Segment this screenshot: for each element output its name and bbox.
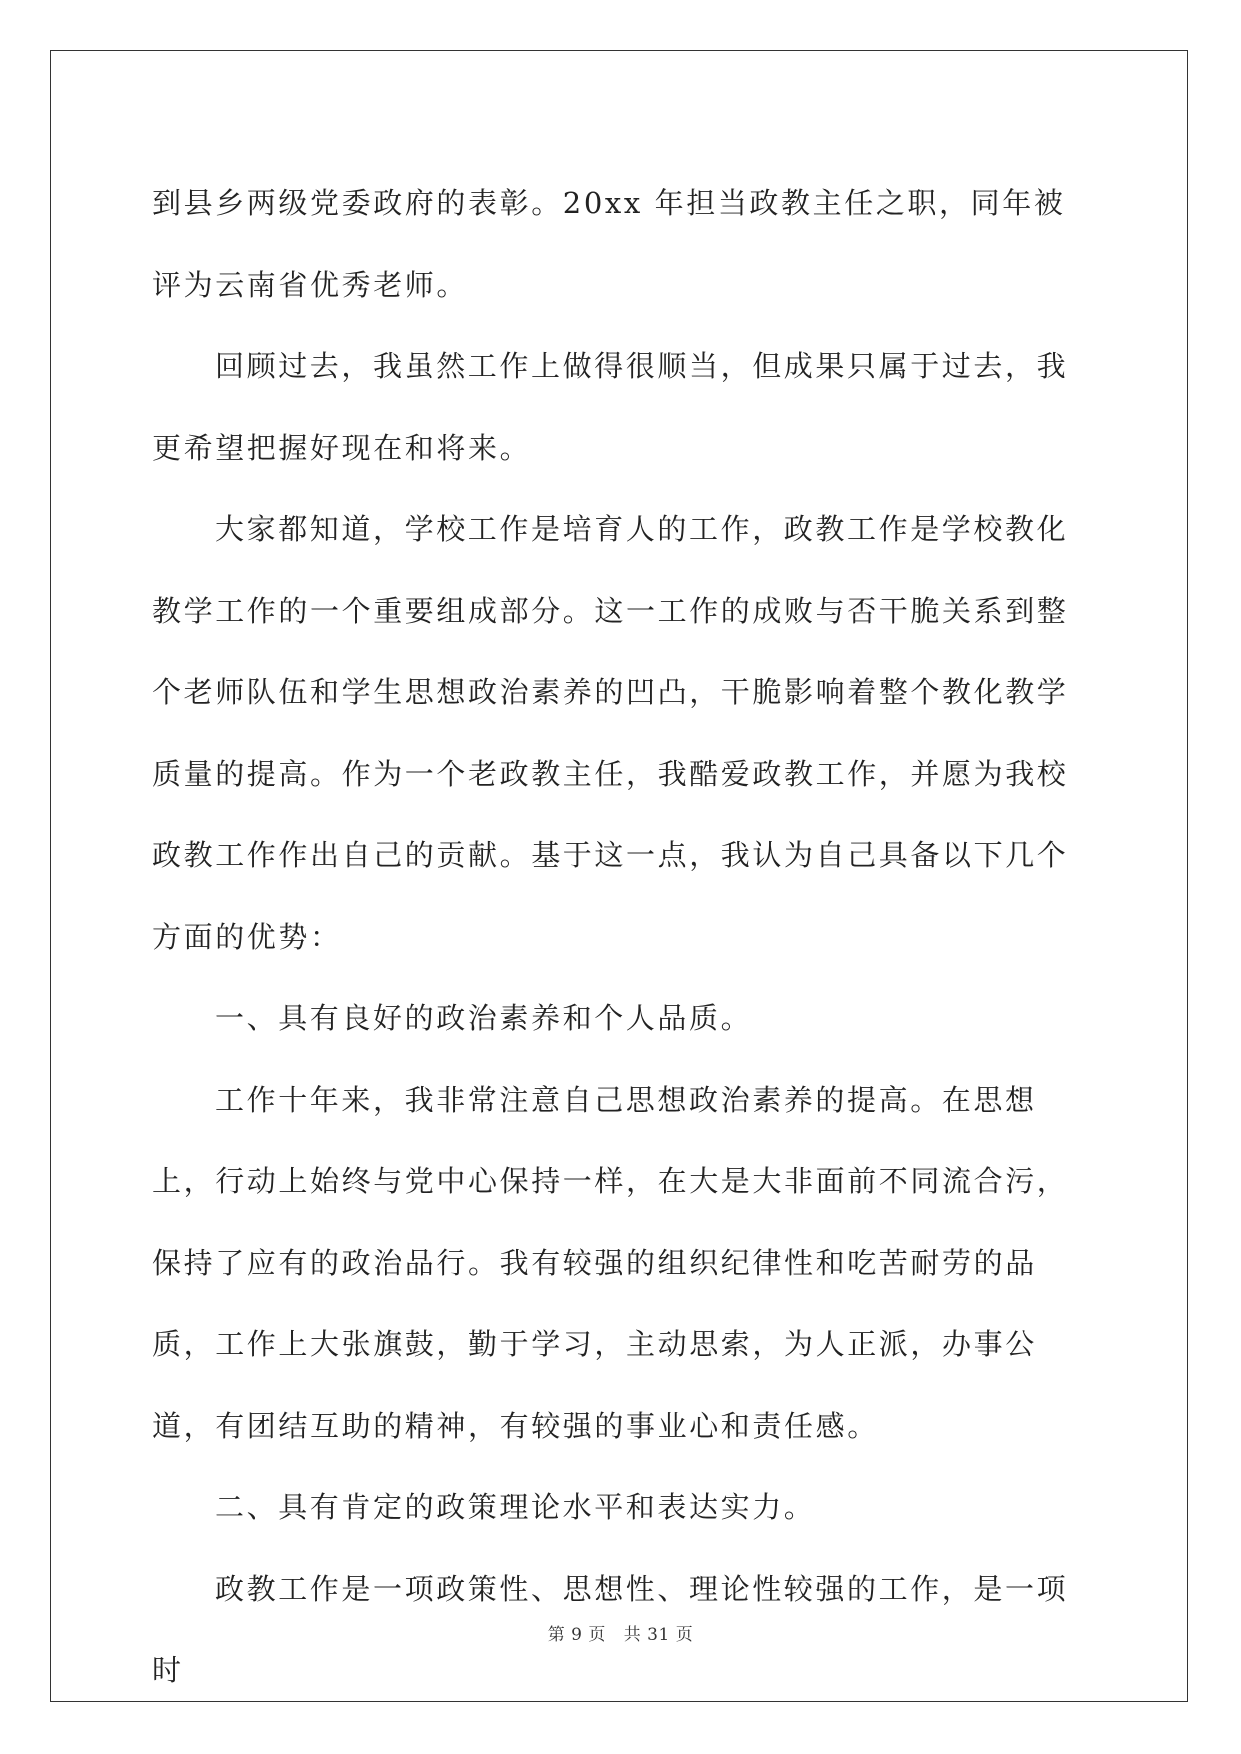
section-heading-2: 二、具有肯定的政策理论水平和表达实力。 [215,1490,816,1524]
page-number: 第 9 页 [547,1625,606,1645]
paragraph-3: 大家都知道，学校工作是培育人的工作，政教工作是学校教化教学工作的一个重要组成部分。这一工作的成败与否干脆关系到整个老师队伍和学生思想政治素养的凹凸，干脆影响着整个教化教学质量的提高。作为一个老政教主任，我酷爱政教工作，并愿为我校政教工作作出自己的贡献。基于这一点，我认为自己具备以下几个方面的优势： [152,512,1069,954]
paragraph-4: 工作十年来，我非常注意自己思想政治素养的提高。在思想上，行动上始终与党中心保持一样，在大是大非面前不同流合污，保持了应有的政治品行。我有较强的组织纪律性和吃苦耐劳的品质，工作上大张旗鼓，勤于学习，主动思索，为人正派，办事公道，有团结互助的精神，有较强的事业心和责任感。 [152,1082,1069,1443]
section-heading-1: 一、具有良好的政治素养和个人品质。 [215,1001,753,1035]
document-body [152,163,1092,1712]
page-footer [0,1620,1241,1645]
paragraph-2: 回顾过去，我虽然工作上做得很顺当，但成果只属于过去，我更希望把握好现在和将来。 [152,349,1069,465]
paragraph-1: 到县乡两级党委政府的表彰。20xx 年担当政教主任之职，同年被评为云南省优秀老师。 [152,186,1066,302]
total-pages: 共 31 页 [623,1625,694,1645]
paragraph-5: 政教工作是一项政策性、思想性、理论性较强的工作，是一项时 [152,1571,1069,1687]
